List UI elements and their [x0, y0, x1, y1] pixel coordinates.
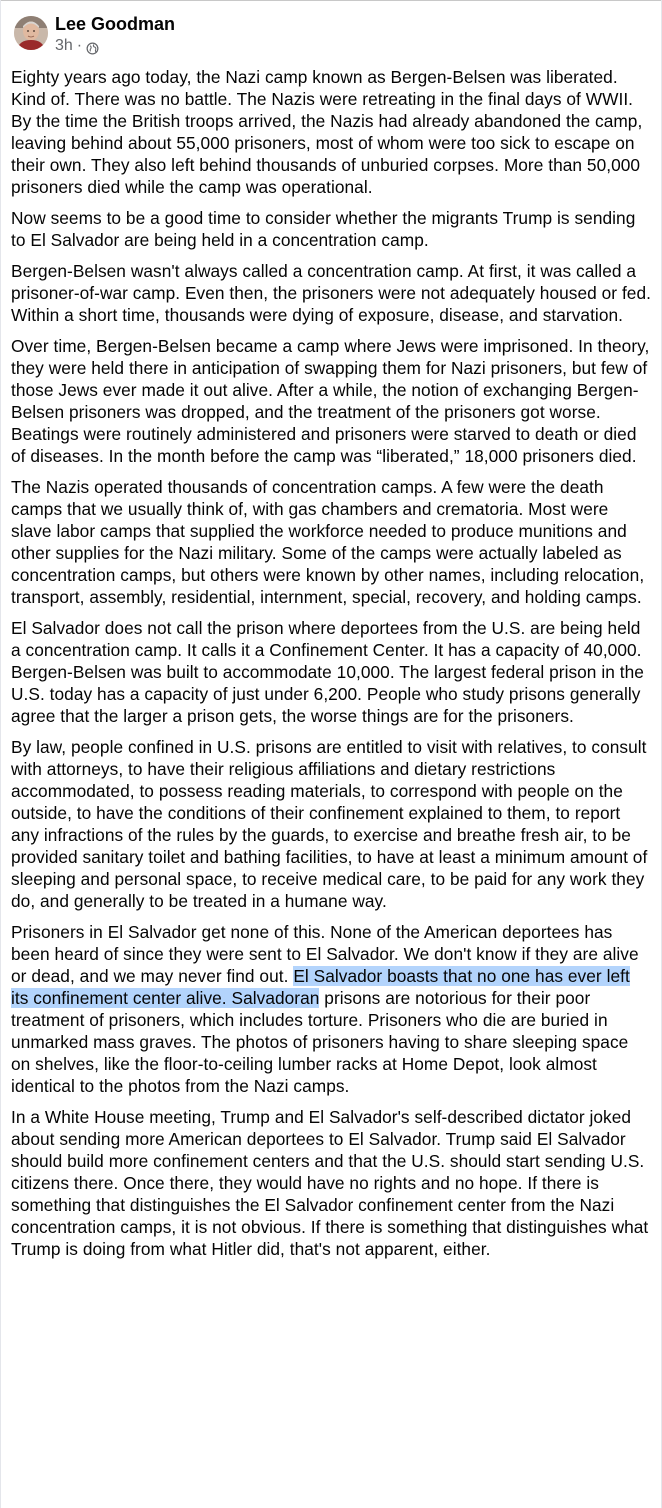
author-name[interactable]: Lee Goodman	[55, 14, 176, 34]
post-paragraph: The Nazis operated thousands of concentration camps. A few were the death camps that we usually think of, with gas chambers and crematoria. Most were slave labor camps that supplied the workforce needed to produce munitions and other supplies for the Nazi military. Some of the camps were actually labeled as concentration camps, but others were known by other names, including relocation, transport, assembly, residential, internment, special, recovery, and holding camps.	[11, 477, 645, 607]
post-paragraph: Bergen-Belsen wasn't always called a concentration camp. At first, it was called a prisoner-of-war camp. Even then, the prisoners were not adequately housed or fed. Within a short time, thousands were dying of exposure, disease, and starvation.	[11, 261, 651, 325]
post-paragraph: Now seems to be a good time to consider whether the migrants Trump is sending to El Salvador are being held in a concentration camp.	[11, 208, 636, 250]
avatar-photo	[14, 16, 48, 50]
post-paragraph: Eighty years ago today, the Nazi camp known as Bergen-Belsen was liberated. Kind of. There was no battle. The Nazis were retreating in the final days of WWII. By the time the British troops arrived, the Nazis had already abandoned the camp, leaving behind about 55,000 prisoners, most of whom were too sick to escape on their own. They also left behind thousands of unburied corpses. More than 50,000 prisoners died while the camp was operational.	[11, 67, 643, 197]
post-timestamp[interactable]: 3h	[55, 37, 73, 54]
post-header-text	[55, 12, 175, 56]
paragraph-text-after: prisons are notorious for their poor treatment of prisoners, which includes torture. Prisoners who die are buried in unmarked mass graves. The photos of prisoners having to share sleeping space on shelves, like the floor-to-ceiling lumber racks at Home Depot, look almost identical to the photos from the Nazi camps.	[11, 988, 629, 1096]
post-meta	[55, 36, 175, 56]
post-paragraph: El Salvador does not call the prison where deportees from the U.S. are being held a concentration camp. It calls it a Confinement Center. It has a capacity of 40,000. Bergen-Belsen was built to accommodate 10,000. The largest federal prison in the U.S. today has a capacity of just under 6,200. People who study prisons generally agree that the larger a prison gets, the worse things are for the prisoners.	[11, 618, 644, 726]
avatar[interactable]	[14, 16, 48, 50]
left-border	[0, 0, 1, 1508]
post-body	[11, 66, 651, 1269]
post-paragraph: In a White House meeting, Trump and El Salvador's self-described dictator joked about sending more American deportees to El Salvador. Trump said El Salvador should build more confinement centers and that the U.S. should start sending U.S. citizens there. Once there, they would have no rights and no hope. If there is something that distinguishes the El Salvador confinement center from the Nazi concentration camps, it is not obvious. If there is something that distinguishes what Trump is doing from what Hitler did, that's not apparent, either.	[11, 1107, 649, 1259]
post-paragraph: Over time, Bergen-Belsen became a camp where Jews were imprisoned. In theory, they were held there in anticipation of swapping them for Nazi prisoners, but few of those Jews ever made it out alive. After a while, the notion of exchanging Bergen-Belsen prisoners was dropped, and the treatment of the prisoners got worse. Beatings were routinely administered and prisoners were starved to death or died of diseases. In the month before the camp was “liberated,” 18,000 prisoners died.	[11, 336, 650, 466]
top-border	[0, 0, 662, 1]
selected-text: El Salvador boasts that no one has ever left its confinement center alive. Salvadoran	[11, 966, 630, 1008]
post-paragraph-highlighted	[11, 921, 651, 1097]
paragraph-text-before: Prisoners in El Salvador get none of this. None of the American deportees has been heard of since they were sent to El Salvador. We don't know if they are alive or dead, and we may never find out.	[11, 922, 639, 986]
meta-separator: ·	[76, 37, 83, 54]
post-paragraph: By law, people confined in U.S. prisons are entitled to visit with relatives, to consult with attorneys, to have their religious affiliations and dietary restrictions accommodated, to possess reading materials, to correspond with people on the outside, to have the conditions of their confinement explained to them, to report any infractions of the rules by the guards, to exercise and breathe fresh air, to be provided sanitary toilet and bathing facilities, to have at least a minimum amount of sleeping and personal space, to receive medical care, to be paid for any work they do, and generally to be treated in a humane way.	[11, 737, 648, 911]
post-header	[14, 12, 175, 60]
globe-icon[interactable]	[86, 41, 99, 54]
